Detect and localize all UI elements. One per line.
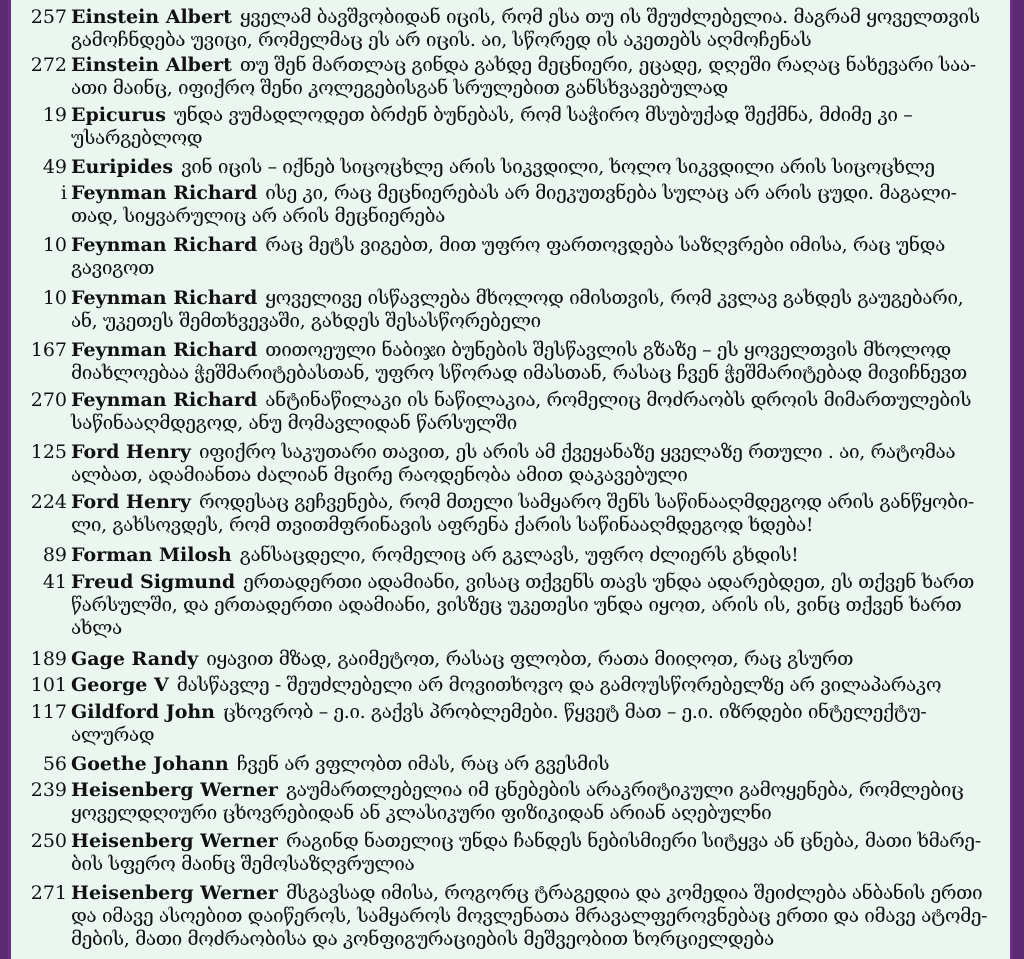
quote-text: ყოველივე ისწავლება მხოლოდ იმისთვის, რომ კვლავ გახდეს გაუგებარი, xyxy=(265,287,964,309)
quote-page-number: 189 xyxy=(30,648,67,670)
quote-page-number: 117 xyxy=(30,701,67,723)
quote-text: ერთადერთი ადამიანი, ვისაც თქვენს თავს უნდა ადარებდეთ, ეს თქვენ ხართ xyxy=(243,571,974,593)
quote-text-continued: ბის სფერო მაინც შემოსაზღვრულია xyxy=(71,853,415,875)
quote-author: Heisenberg Werner xyxy=(71,830,278,852)
quote-author: Feynman Richard xyxy=(71,389,258,411)
quote-author: George V xyxy=(71,674,169,696)
quote-text-continued: გავიგოთ xyxy=(71,257,155,279)
quote-page-number: 19 xyxy=(42,104,67,126)
quote-text-continued: ალბათ, ადამიანთა ძალიან მცირე რაოდენობა ამით დაკავებული xyxy=(71,464,688,486)
quote-author: Ford Henry xyxy=(71,441,191,463)
quote-entry xyxy=(11,287,1000,332)
quote-page-number: 257 xyxy=(30,6,67,28)
quote-entry xyxy=(11,339,1000,384)
quote-text: იყავით მზად, გაიმეტოთ, რასაც ფლობთ, რათა მიიღოთ, რაც გსურთ xyxy=(206,648,854,670)
quote-author: Einstein Albert xyxy=(71,54,232,76)
quote-author: Goethe Johann xyxy=(71,753,229,775)
quote-entry xyxy=(11,104,1000,149)
quote-entry xyxy=(11,701,1000,746)
quote-page-number: 224 xyxy=(30,491,67,513)
quote-entry xyxy=(11,491,1000,536)
quote-text-continued: მების, მათი მოძრაობისა და კონფიგურაციების მეშვეობით ხორციელდება xyxy=(71,928,774,950)
quote-entry xyxy=(11,830,1000,875)
quote-text: განსაცდელი, რომელიც არ გკლავს, უფრო ძლიერს გხდის! xyxy=(239,544,799,566)
quote-entry xyxy=(11,571,1000,639)
quote-text-continued: მიახლოებაა ჭეშმარიტებასთან, უფრო სწორად იმასთან, რასაც ჩვენ ჭეშმარიტებად მივიჩნევთ xyxy=(71,362,967,384)
quote-text-continued: უსარგებლოდ xyxy=(71,127,203,149)
quote-page-number: i xyxy=(60,182,67,204)
quote-entry xyxy=(11,156,1000,179)
quote-author: Gildford John xyxy=(71,701,215,723)
quote-author: Heisenberg Werner xyxy=(71,779,278,801)
quote-entry xyxy=(11,882,1000,950)
quote-entry xyxy=(11,182,1000,227)
quote-text: ისე კი, რაც მეცნიერებას არ მიეკუთვნება სულაც არ არის ცუდი. მაგალი- xyxy=(265,182,957,204)
quote-text: გაუმართლებელია იმ ცნებების არაკრიტიკული გამოყენება, რომლებიც xyxy=(285,779,964,801)
quote-entry xyxy=(11,441,1000,486)
quote-text: მასწავლე - შეუძლებელი არ მოვითხოვო და გამოუსწორებელზე არ ვილაპარაკო xyxy=(176,674,942,696)
quote-text: რაც მეტს ვიგებთ, მით უფრო ფართოვდება საზღვრები იმისა, რაც უნდა xyxy=(265,234,945,256)
quote-page-number: 10 xyxy=(42,234,67,256)
quote-author: Heisenberg Werner xyxy=(71,882,278,904)
quote-page-number: 10 xyxy=(42,287,67,309)
quote-text: ჩვენ არ ვფლობთ იმას, რაც არ გვესმის xyxy=(236,753,610,775)
quote-page-number: 101 xyxy=(30,674,67,696)
quote-author: Ford Henry xyxy=(71,491,191,513)
quote-author: Freud Sigmund xyxy=(71,571,236,593)
quote-text: ცხოვრობ – ე.ი. გაქვს პრობლემები. წყვეტ მათ – ე.ი. იზრდები ინტელექტუ- xyxy=(223,701,927,723)
quote-author: Feynman Richard xyxy=(71,339,258,361)
quote-author: Euripides xyxy=(71,156,174,178)
quote-text-continued: თად, სიყვარულიც არ არის მეცნიერება xyxy=(71,205,445,227)
quote-text: თუ შენ მართლაც გინდა გახდე მეცნიერი, ეცადე, დღეში რაღაც ნახევარი საა- xyxy=(239,54,976,76)
quote-text: ანტინაწილაკი ის ნაწილაკია, რომელიც მოძრაობს დროის მიმართულების xyxy=(265,389,972,411)
quote-page-number: 239 xyxy=(30,779,67,801)
quote-page-number: 56 xyxy=(42,753,67,775)
quote-author: Epicurus xyxy=(71,104,166,126)
quote-text: იფიქრო საკუთარი თავით, ეს არის ამ ქვეყანაზე ყველაზე რთული . აი, რატომაა xyxy=(198,441,956,463)
quote-text-continued: წარსულში, და ერთადერთი ადამიანი, ვისზეც უკეთესი უნდა იყოთ, არის ის, ვინც თქვენ ხართ xyxy=(71,594,962,616)
quote-text: როდესაც გეჩვენება, რომ მთელი სამყარო შენს საწინააღმდეგოდ არის განწყობი- xyxy=(198,491,974,513)
quote-page-number: 41 xyxy=(42,571,67,593)
quote-author: Feynman Richard xyxy=(71,287,258,309)
quote-page-number: 270 xyxy=(30,389,67,411)
quote-text: მსგავსად იმისა, როგორც ტრაგედია და კომედია შეიძლება ანბანის ერთი xyxy=(285,882,983,904)
quote-text-continued: ახლა xyxy=(71,617,122,639)
quote-page-number: 89 xyxy=(42,544,67,566)
quote-author: Einstein Albert xyxy=(71,6,232,28)
quote-text-continued: ყოველდღიური ცხოვრებიდან ან კლასიკური ფიზიკიდან არიან აღებულნი xyxy=(71,802,772,824)
quotes-page xyxy=(8,0,1013,959)
quote-page-number: 125 xyxy=(30,441,67,463)
quote-text: ყველამ ბავშვობიდან იცის, რომ ესა თუ ის შეუძლებელია. მაგრამ ყოველთვის xyxy=(239,6,980,28)
quote-text-continued: და იმავე ასოებით დაიწეროს, სამყაროს მოვლენათა მრავალფეროვნებაც ერთი და იმავე ატომე- xyxy=(71,905,988,927)
quote-text: რაგინდ ნათელიც უნდა ჩანდეს ნებისმიერი სიტყვა ან ცნება, მათი ხმარე- xyxy=(285,830,981,852)
quote-page-number: 271 xyxy=(30,882,67,904)
quote-entry xyxy=(11,6,1000,51)
quote-entry xyxy=(11,674,1000,697)
quote-text-continued: ალურად xyxy=(71,724,155,746)
quote-entry xyxy=(11,234,1000,279)
quote-page-number: 167 xyxy=(30,339,67,361)
quote-entry xyxy=(11,389,1000,434)
quote-text: თითოეული ნაბიჯი ბუნების შესწავლის გზაზე – ეს ყოველთვის მხოლოდ xyxy=(265,339,951,361)
quote-page-number: 49 xyxy=(42,156,67,178)
quote-entry xyxy=(11,544,1000,567)
quote-text-continued: გამოჩნდება უვიცი, რომელმაც ეს არ იცის. აი, სწორედ ის აკეთებს აღმოჩენას xyxy=(71,29,812,51)
quote-text-continued: საწინააღმდეგოდ, ანუ მომავლიდან წარსულში xyxy=(71,412,517,434)
quote-page-number: 250 xyxy=(30,830,67,852)
quote-author: Feynman Richard xyxy=(71,182,258,204)
quote-text-continued: ათი მაინც, იფიქრო შენი კოლეგებისგან სრულებით განსხვავებულად xyxy=(71,77,728,99)
quote-author: Gage Randy xyxy=(71,648,199,670)
quote-author: Forman Milosh xyxy=(71,544,232,566)
quote-text: ვინ იცის – იქნებ სიცოცხლე არის სიკვდილი, ხოლო სიკვდილი არის სიცოცხლე xyxy=(181,156,935,178)
quote-entry xyxy=(11,779,1000,824)
quote-text-continued: ან, უკეთეს შემთხვევაში, გახდეს შესასწორებელი xyxy=(71,310,541,332)
quote-author: Feynman Richard xyxy=(71,234,258,256)
quote-page-number: 272 xyxy=(30,54,67,76)
quote-entry xyxy=(11,648,1000,671)
quote-entry xyxy=(11,753,1000,776)
quote-text: უნდა ვუმადლოდეთ ბრძენ ბუნებას, რომ საჭირო მსუბუქად შექმნა, მძიმე კი – xyxy=(173,104,913,126)
quote-text-continued: ლი, გახსოვდეს, რომ თვითმფრინავის აფრენა ქარის საწინააღმდეგოდ ხდება! xyxy=(71,514,814,536)
quote-entry xyxy=(11,54,1000,99)
